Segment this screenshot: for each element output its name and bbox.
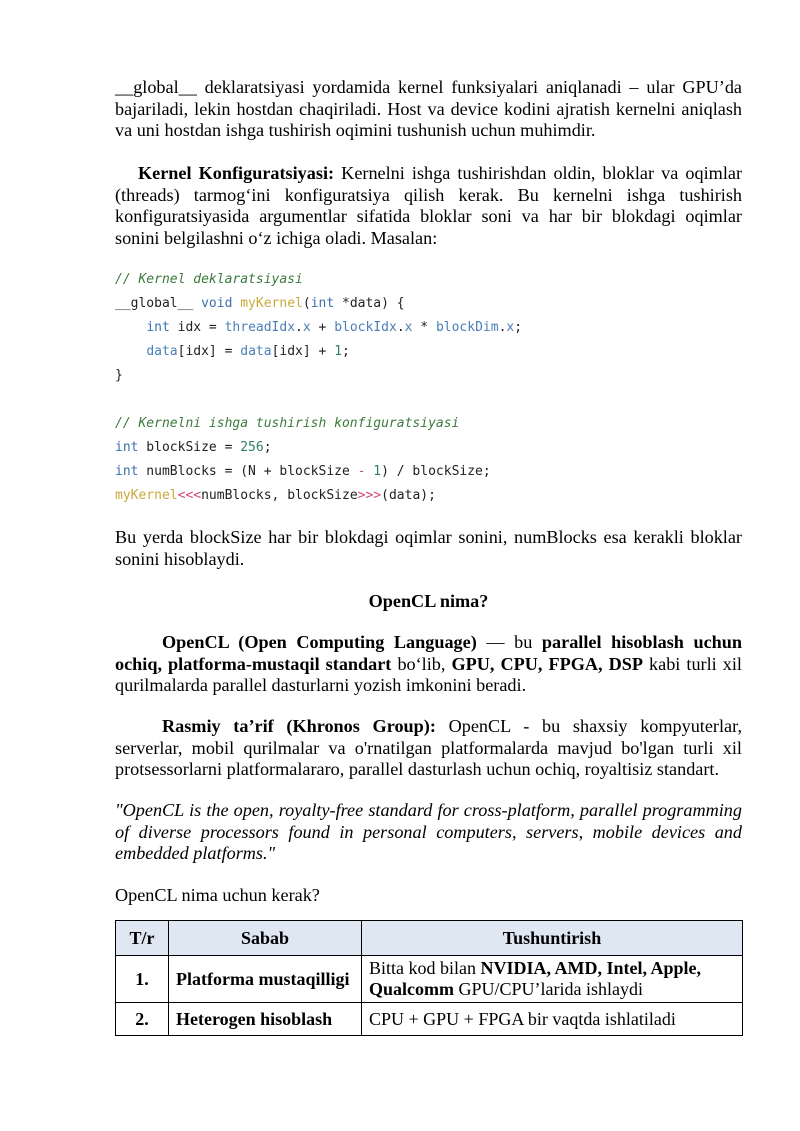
kernel-config-text: Kernelni ishga tushirishdan oldin, bloklar va oqimlar (threads) tarmog‘ini konfiguratsiya qilish kerak. Bu kernelni ishga tushirish konfiguratsiyasida argumentlar sifatida bloklar soni va har bir blokdagi oqimlar sonini belgilashni o‘z ichiga oladi. Masalan: <box>115 163 743 248</box>
paragraph-kernel-config <box>115 163 742 249</box>
row-number: 2. <box>116 1003 169 1036</box>
row-reason: Heterogen hisoblash <box>169 1003 362 1036</box>
code-line-6: // Kernelni ishga tushirish konfiguratsiyasi <box>115 416 460 431</box>
header-tushuntirish: Tushuntirish <box>362 921 743 956</box>
section-heading-opencl: OpenCL nima? <box>368 591 489 611</box>
paragraph-global-declaration: __global__ deklaratsiyasi yordamida kernel funksiyalari aniqlanadi – ular GPU’da bajariladi, lekin hostdan chaqiriladi. Host va device kodini ajratish kernelni aniqlash va uni hostdan ishga tushirish oqimini tushunish uchun muhimdir. <box>115 77 742 141</box>
code-block <box>115 268 522 508</box>
paragraph-why-opencl: OpenCL nima uchun kerak? <box>115 885 320 905</box>
paragraph-official-definition <box>115 716 742 781</box>
official-definition-text: OpenCL - bu shaxsiy kompyuterlar, serverlar, mobil qurilmalar va o'rnatilgan platformalarda mavjud bo'lgan turli xil protsessorlarni platformalararo, parallel dasturlash uchun ochiq, royaltisiz standart. <box>115 716 742 780</box>
row-explanation: CPU + GPU + FPGA bir vaqtda ishlatiladi <box>362 1003 743 1036</box>
table-header-row <box>116 921 743 956</box>
opencl-term: OpenCL (Open Computing Language) <box>162 632 477 652</box>
code-line-3: int idx = threadIdx.x + blockIdx.x * blockDim.x; <box>146 320 523 335</box>
paragraph-opencl-intro: OpenCL (Open Computing Language) — bu parallel hisoblash uchun ochiq, platforma-mustaqil standart bo‘lib, GPU, CPU, FPGA, DSP kabi turli xil qurilmalarda parallel dasturlarni yozish imkonini beradi. <box>115 632 743 696</box>
opencl-definition-bold: parallel hisoblash uchun ochiq, platforma-mustaqil standart <box>115 632 743 674</box>
header-sabab: Sabab <box>169 921 362 956</box>
code-line-5: } <box>115 368 123 383</box>
official-definition-title: Rasmiy ta’rif (Khronos Group): <box>162 716 436 736</box>
table-row <box>116 956 743 1003</box>
code-line-2: __global__ void myKernel(int *data) { <box>115 296 405 311</box>
row-explanation: Bitta kod bilan NVIDIA, AMD, Intel, Apple, Qualcomm GPU/CPU’larida ishlaydi <box>362 956 743 1003</box>
code-line-1: // Kernel deklaratsiyasi <box>115 272 303 287</box>
kernel-config-title: Kernel Konfiguratsiyasi: <box>138 163 335 183</box>
code-line-9: myKernel<<<numBlocks, blockSize>>>(data); <box>115 488 436 503</box>
code-line-blank <box>115 388 522 412</box>
table-row <box>116 1003 743 1036</box>
row-reason: Platforma mustaqilligi <box>169 956 362 1003</box>
code-line-8: int numBlocks = (N + blockSize - 1) / blockSize; <box>115 464 491 479</box>
row-number: 1. <box>116 956 169 1003</box>
device-list: GPU, CPU, FPGA, DSP <box>451 653 643 674</box>
code-line-4: data[idx] = data[idx] + 1; <box>146 344 350 359</box>
code-line-7: int blockSize = 256; <box>115 440 272 455</box>
header-tr: T/r <box>116 921 169 956</box>
reasons-table <box>115 920 743 1036</box>
quote-khronos: "OpenCL is the open, royalty-free standard for cross-platform, parallel programming of diverse processors found in personal computers, servers, mobile devices and embedded platforms." <box>115 800 742 864</box>
paragraph-blocksize-explanation: Bu yerda blockSize har bir blokdagi oqimlar sonini, numBlocks esa kerakli bloklar sonini hisoblaydi. <box>115 527 742 569</box>
